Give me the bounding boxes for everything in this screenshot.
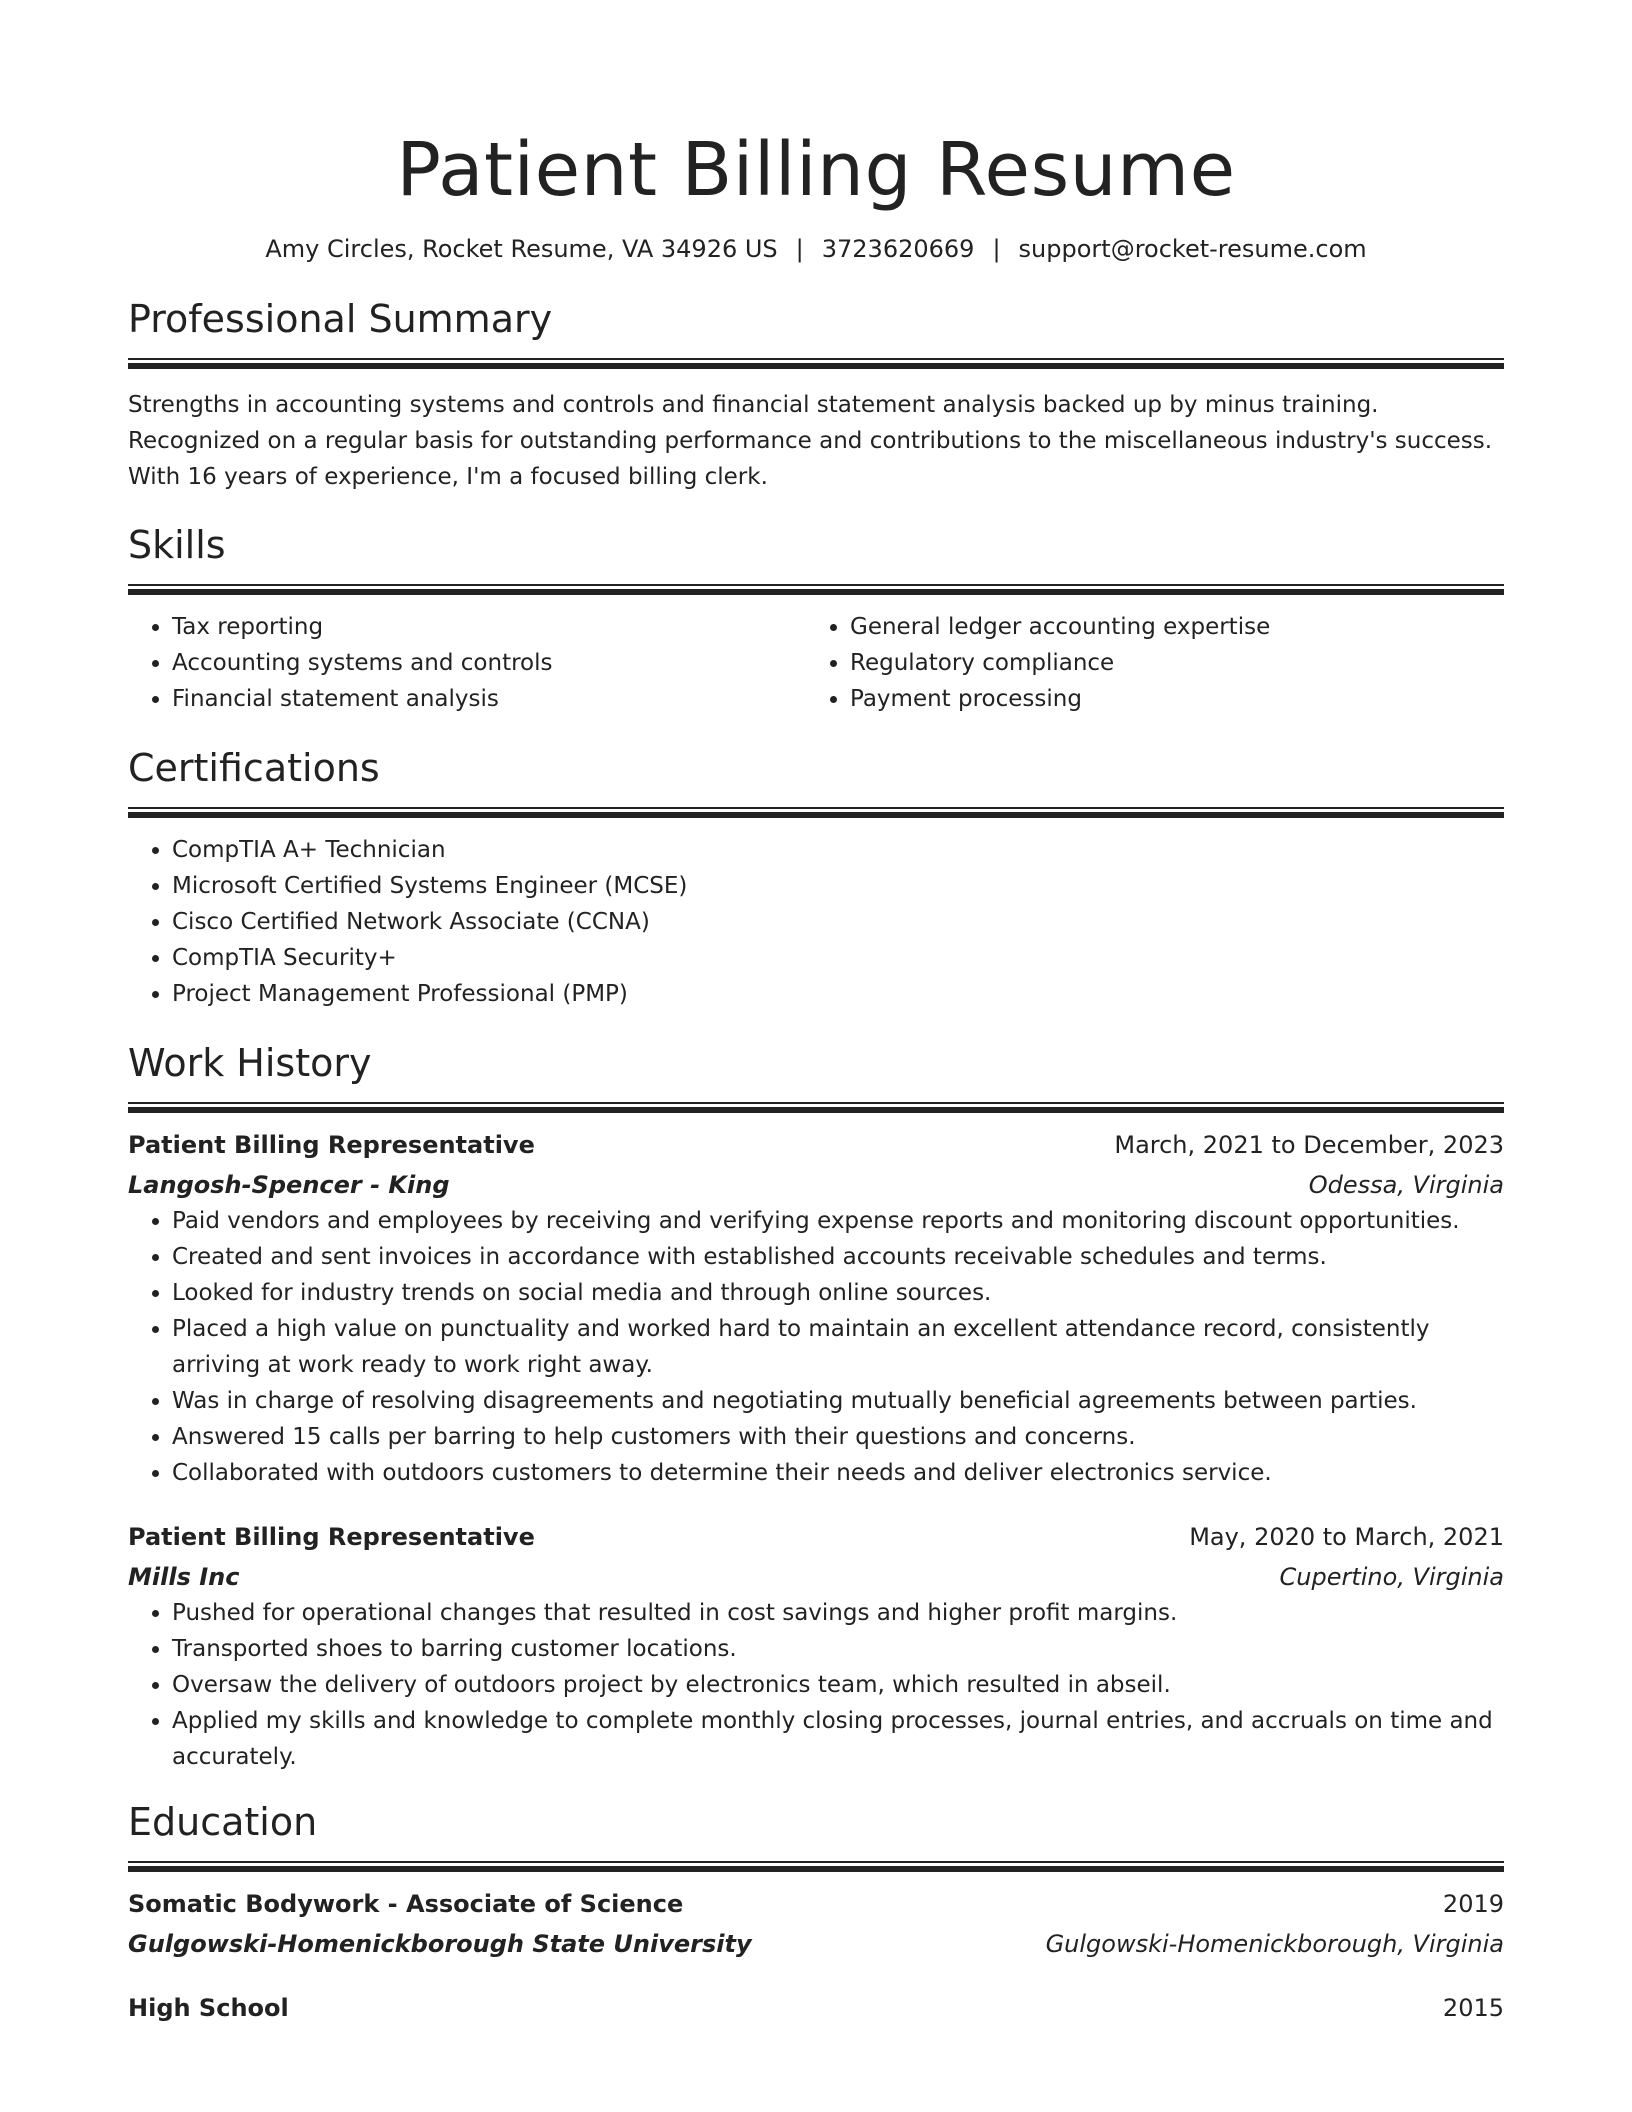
- certification-item: • Project Management Professional (PMP): [172, 976, 1504, 1012]
- summary-line: Strengths in accounting systems and controls and financial statement analysis backed up by minus training.: [128, 392, 1379, 418]
- job-bullet: • Was in charge of resolving disagreements and negotiating mutually beneficial agreements between parties.: [172, 1383, 1504, 1419]
- job-bullet: • Pushed for operational changes that resulted in cost savings and higher profit margins.: [172, 1595, 1504, 1631]
- skill-item: • General ledger accounting expertise: [850, 609, 1484, 645]
- contact-phone: 3723620669: [821, 235, 975, 263]
- job-subheader: [128, 1559, 1504, 1595]
- contact-line: [128, 232, 1504, 266]
- job-company: Langosh-Spencer - King: [128, 1171, 450, 1199]
- education-header: [128, 1990, 1504, 2026]
- skills-column-right: [806, 609, 1484, 717]
- education-year: 2015: [1442, 1994, 1504, 2022]
- job-location: Cupertino, Virginia: [1279, 1563, 1504, 1591]
- skills-heading: Skills: [128, 523, 226, 567]
- contact-address: Amy Circles, Rocket Resume, VA 34926 US: [265, 235, 778, 263]
- resume-page: [128, 0, 1504, 2026]
- skills-column-left: [128, 609, 806, 717]
- skill-item: • Payment processing: [850, 681, 1484, 717]
- education-location: Gulgowski-Homenickborough, Virginia: [1045, 1930, 1504, 1958]
- job-title: Patient Billing Representative: [128, 1523, 535, 1551]
- skill-item: • Accounting systems and controls: [172, 645, 806, 681]
- job-bullet: • Collaborated with outdoors customers to determine their needs and deliver electronics service.: [172, 1455, 1504, 1491]
- summary-text: [128, 387, 1504, 495]
- job-bullet: • Created and sent invoices in accordance with established accounts receivable schedules and terms.: [172, 1239, 1504, 1275]
- skill-item: • Financial statement analysis: [172, 681, 806, 717]
- education-entry: [128, 1886, 1504, 1962]
- job-bullet: • Applied my skills and knowledge to complete monthly closing processes, journal entries, and accruals on time and accurately.: [172, 1703, 1504, 1775]
- work-history-heading: Work History: [128, 1041, 372, 1085]
- summary-section: [128, 296, 1504, 495]
- education-school: Gulgowski-Homenickborough State University: [128, 1930, 752, 1958]
- job-bullet: • Transported shoes to barring customer locations.: [172, 1631, 1504, 1667]
- section-divider: [128, 1102, 1504, 1113]
- skills-section: [128, 522, 1504, 717]
- job-bullet: • Answered 15 calls per barring to help customers with their questions and concerns.: [172, 1419, 1504, 1455]
- education-heading: Education: [128, 1800, 318, 1844]
- contact-separator: |: [795, 235, 804, 263]
- education-section: [128, 1799, 1504, 2026]
- certifications-section: [128, 745, 1504, 1012]
- certification-item: • Cisco Certified Network Associate (CCNA): [172, 904, 1504, 940]
- certification-item: • Microsoft Certified Systems Engineer (MCSE): [172, 868, 1504, 904]
- section-divider: [128, 807, 1504, 818]
- job-bullet: • Paid vendors and employees by receiving and verifying expense reports and monitoring discount opportunities.: [172, 1203, 1504, 1239]
- resume-title: Patient Billing Resume: [396, 127, 1236, 213]
- job-entry: [128, 1519, 1504, 1775]
- job-header: [128, 1519, 1504, 1555]
- skills-grid: [128, 609, 1504, 717]
- job-entry: [128, 1127, 1504, 1491]
- job-bullet: • Placed a high value on punctuality and worked hard to maintain an excellent attendance record, consistently arriving at work ready to work right away.: [172, 1311, 1504, 1383]
- summary-heading: Professional Summary: [128, 297, 553, 341]
- job-dates: March, 2021 to December, 2023: [1114, 1131, 1504, 1159]
- work-history-section: [128, 1040, 1504, 1775]
- education-degree: High School: [128, 1994, 289, 2022]
- education-subheader: [128, 1926, 1504, 1962]
- job-company: Mills Inc: [128, 1563, 240, 1591]
- job-bullet: • Oversaw the delivery of outdoors project by electronics team, which resulted in abseil.: [172, 1667, 1504, 1703]
- education-entry: [128, 1990, 1504, 2026]
- education-header: [128, 1886, 1504, 1922]
- certification-item: • CompTIA A+ Technician: [172, 832, 1504, 868]
- skill-item: • Tax reporting: [172, 609, 806, 645]
- certification-item: • CompTIA Security+: [172, 940, 1504, 976]
- skill-item: • Regulatory compliance: [850, 645, 1484, 681]
- job-subheader: [128, 1167, 1504, 1203]
- section-divider: [128, 358, 1504, 369]
- certifications-heading: Certifications: [128, 746, 380, 790]
- education-year: 2019: [1442, 1890, 1504, 1918]
- contact-email: support@rocket-resume.com: [1018, 235, 1367, 263]
- job-title: Patient Billing Representative: [128, 1131, 535, 1159]
- summary-line: Recognized on a regular basis for outstanding performance and contributions to the miscellaneous industry's success.: [128, 428, 1493, 454]
- section-divider: [128, 1861, 1504, 1872]
- job-bullet: • Looked for industry trends on social media and through online sources.: [172, 1275, 1504, 1311]
- summary-line: With 16 years of experience, I'm a focused billing clerk.: [128, 464, 768, 490]
- education-degree: Somatic Bodywork - Associate of Science: [128, 1890, 684, 1918]
- job-dates: May, 2020 to March, 2021: [1189, 1523, 1504, 1551]
- job-location: Odessa, Virginia: [1308, 1171, 1504, 1199]
- job-header: [128, 1127, 1504, 1163]
- contact-separator: |: [992, 235, 1001, 263]
- section-divider: [128, 584, 1504, 595]
